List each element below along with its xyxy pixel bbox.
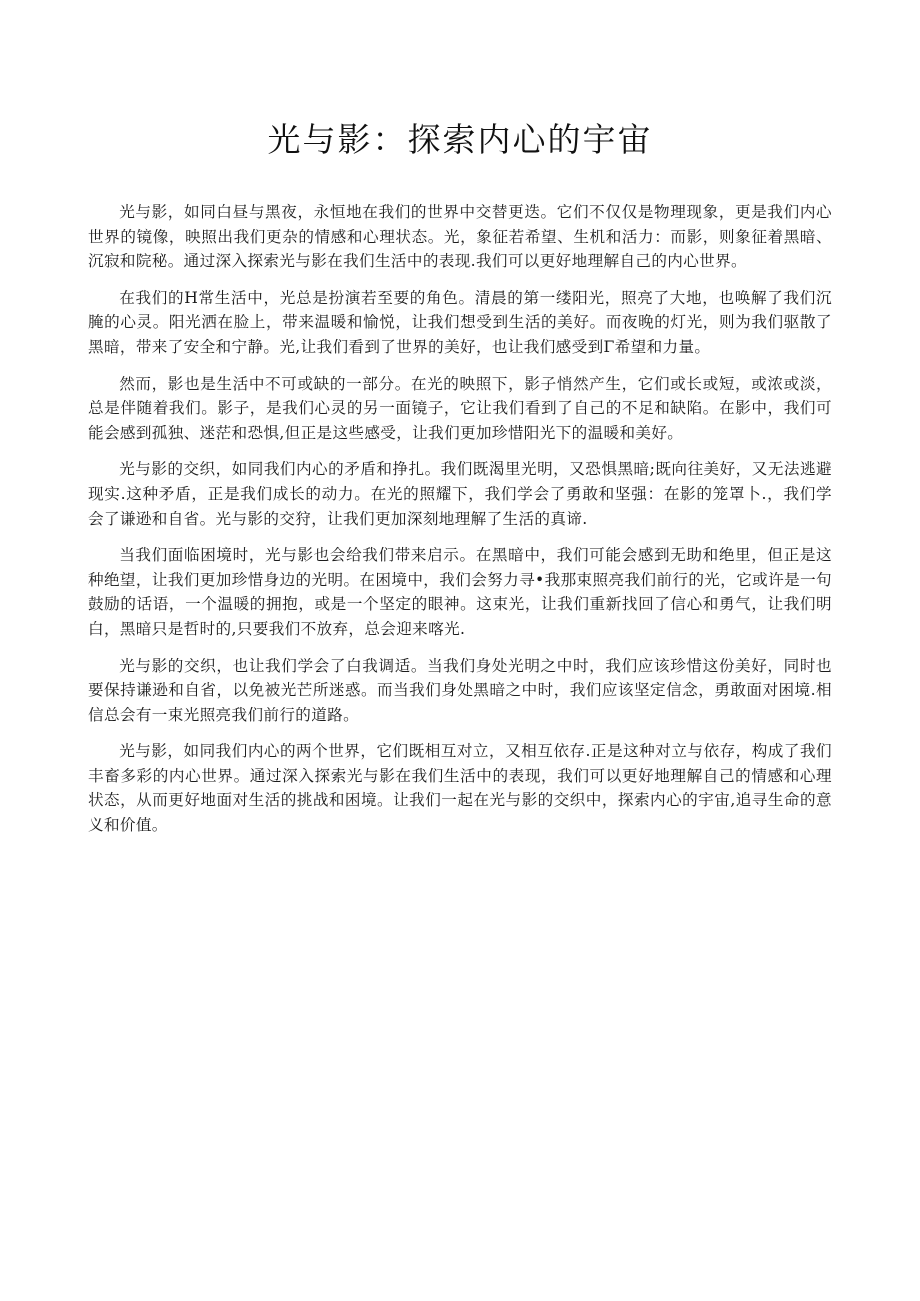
paragraph-5: 当我们面临困境时，光与影也会给我们带来启示。在黑暗中，我们可能会感到无助和绝里，但正是这种绝望，让我们更加珍惜身边的光明。在困境中，我们会努力寻•我那束照亮我们前行的光，它或许是一句鼓励的话语，一个温暖的拥抱，或是一个坚定的眼神。这束光，让我们重新找回了信心和勇气，让我们明白，黑暗只是哲时的,只要我们不放弃，总会迎来喀光. (88, 546, 832, 638)
paragraph-1: 光与影，如同白昼与黑夜，永恒地在我们的世界中交替更迭。它们不仅仅是物理现象，更是我们内心世界的镜像，映照出我们更杂的情感和心理状态。光，象征若希望、生机和活力：而影，则象征着黑暗、沉寂和院秘。通过深入探索光与影在我们生活中的表现.我们可以更好地理解自己的内心世界。 (88, 203, 832, 271)
paragraph-2: 在我们的H常生活中，光总是扮演若至要的角色。清晨的第一缕阳光，照亮了大地，也唤解了我们沉腌的心灵。阳光洒在脸上，带来温暖和愉悦，让我们想受到生活的美好。而夜晚的灯光，则为我们驱散了黑暗，带来了安全和宁静。光,让我们看到了世界的美好，也让我们感受到Γ希望和力量。 (88, 288, 832, 356)
paragraph-3: 然而，影也是生活中不可或缺的一部分。在光的映照下，影子悄然产生，它们或长或短，或浓或淡，总是伴随着我们。影子，是我们心灵的另一面镜子，它让我们看到了自己的不足和缺陷。在影中，我们可能会感到孤独、迷茫和恐惧,但正是这些感受，让我们更加珍惜阳光下的温暖和美好。 (88, 374, 832, 442)
paragraph-6: 光与影的交织，也让我们学会了白我调适。当我们身处光明之中时，我们应该珍惜这份美好，同时也要保持谦逊和自省，以免被光芒所迷惑。而当我们身处黑暗之中时，我们应该坚定信念，勇敢面对困境.相信总会有一束光照亮我们前行的道路。 (88, 656, 832, 724)
document-title: 光与影：探索内心的宇宙 (267, 120, 653, 159)
paragraph-7: 光与影，如同我们内心的两个世界，它们既相互对立，又相互依存.正是这种对立与依存，构成了我们丰畜多彩的内心世界。通过深入探索光与影在我们生活中的表现，我们可以更好地理解自己的情感和心理状态，从而更好地面对生活的挑战和困境。让我们一起在光与影的交织中，探索内心的宇宙,追寻生命的意义和价值。 (88, 742, 832, 835)
paragraph-4: 光与影的交织，如同我们内心的矛盾和挣扎。我们既渴里光明，又恐惧黑暗;既向往美好，又无法逃避现实.这种矛盾，正是我们成长的动力。在光的照耀下，我们学会了勇敢和坚强：在影的笼罩卜.，我们学会了谦逊和自省。光与影的交狩，让我们更加深刻地理解了生活的真谛. (88, 460, 832, 528)
